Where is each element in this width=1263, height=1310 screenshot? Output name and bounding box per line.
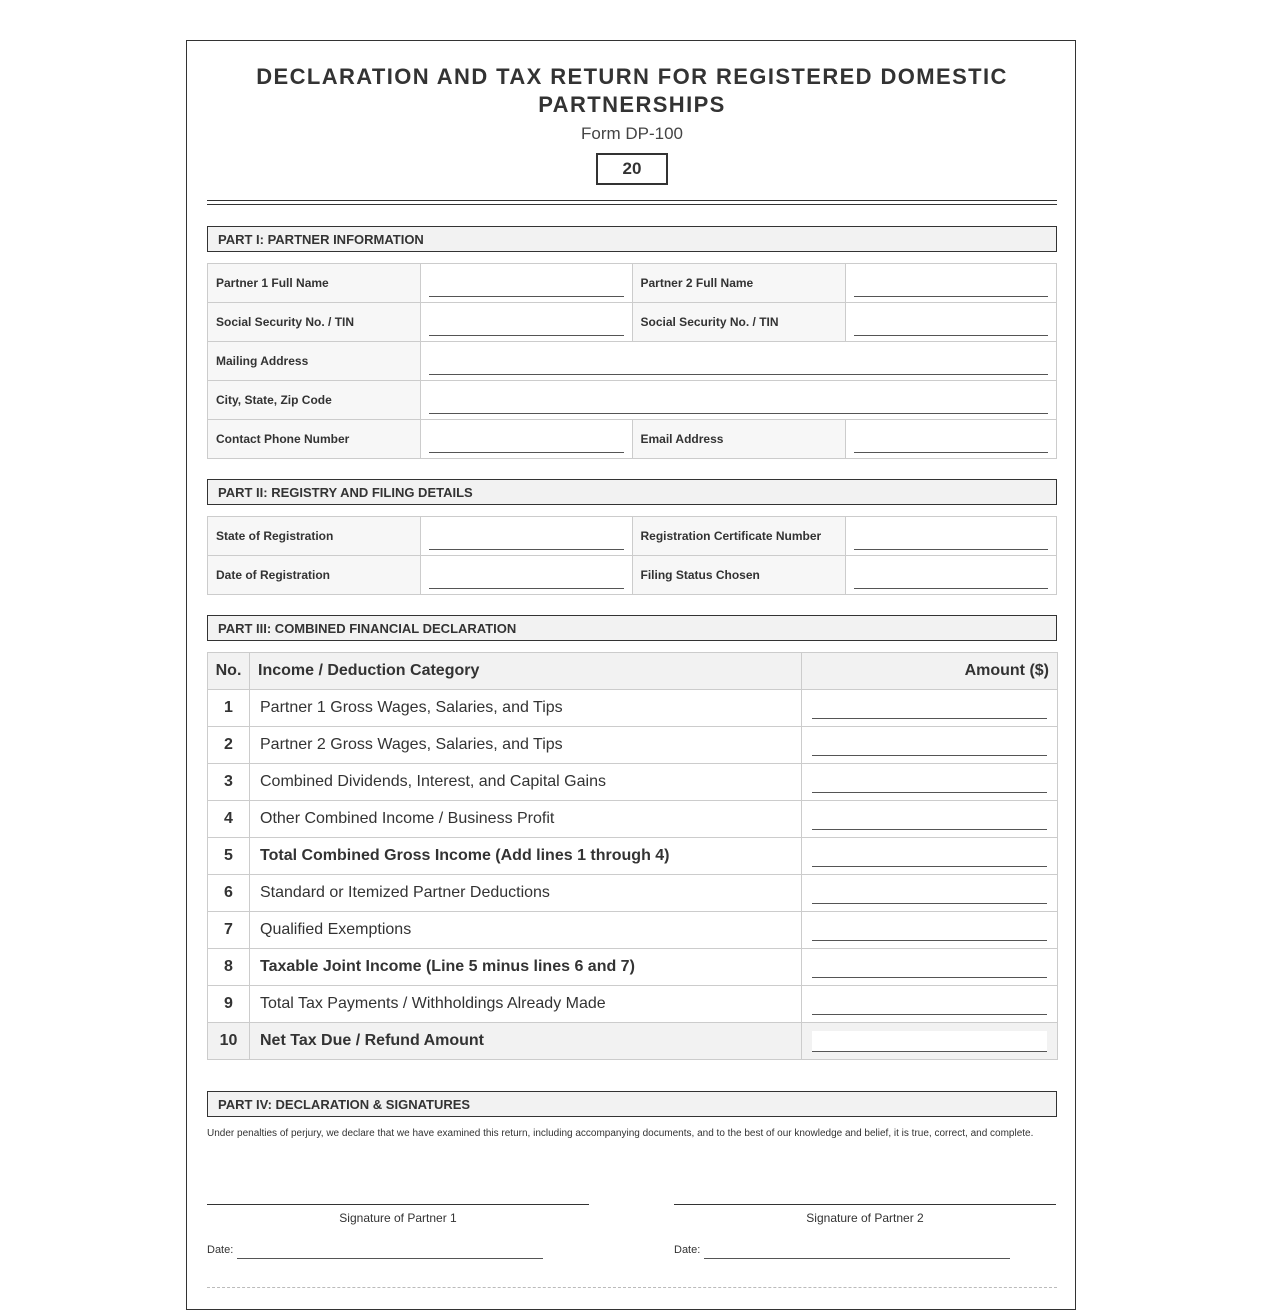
email-label: Email Address xyxy=(632,420,845,459)
form-content xyxy=(207,41,1057,1274)
amount-field[interactable] xyxy=(812,809,1047,830)
phone-label: Contact Phone Number xyxy=(208,420,421,459)
financial-row xyxy=(208,838,1058,875)
signature-row xyxy=(207,1204,1057,1274)
info-row xyxy=(208,556,1057,595)
col-amount-header: Amount ($) xyxy=(802,653,1058,690)
partner2-signature-caption: Signature of Partner 2 xyxy=(806,1211,924,1225)
part1-heading: PART I: PARTNER INFORMATION xyxy=(207,226,1057,252)
line-description: Total Combined Gross Income (Add lines 1 through 4) xyxy=(250,838,802,875)
partner2-ssn-label: Social Security No. / TIN xyxy=(632,303,845,342)
financial-row xyxy=(208,727,1058,764)
amount-cell xyxy=(802,838,1058,875)
partner2-ssn-cell xyxy=(845,303,1057,342)
line-description: Combined Dividends, Interest, and Capital Gains xyxy=(250,764,802,801)
info-row xyxy=(208,264,1057,303)
reg-date-field[interactable] xyxy=(429,574,624,589)
state-field[interactable] xyxy=(429,535,624,550)
line-number: 9 xyxy=(208,986,250,1023)
part3-heading: PART III: COMBINED FINANCIAL DECLARATION xyxy=(207,615,1057,641)
reg-date-label: Date of Registration xyxy=(208,556,421,595)
partner1-name-cell xyxy=(421,264,633,303)
info-row xyxy=(208,517,1057,556)
info-row xyxy=(208,342,1057,381)
amount-field[interactable] xyxy=(812,1031,1047,1052)
partner2-date-field[interactable] xyxy=(704,1258,1010,1259)
info-row xyxy=(208,303,1057,342)
city-state-zip-field[interactable] xyxy=(429,399,1048,414)
partner-info-table xyxy=(207,263,1057,459)
partner2-ssn-field[interactable] xyxy=(854,321,1049,336)
financial-row xyxy=(208,949,1058,986)
line-number: 2 xyxy=(208,727,250,764)
footer-divider xyxy=(207,1287,1057,1288)
financial-row xyxy=(208,875,1058,912)
info-row xyxy=(208,381,1057,420)
amount-cell xyxy=(802,1023,1058,1060)
info-row xyxy=(208,420,1057,459)
mailing-address-label: Mailing Address xyxy=(208,342,421,381)
city-state-zip-cell xyxy=(421,381,1057,420)
line-description: Qualified Exemptions xyxy=(250,912,802,949)
amount-field[interactable] xyxy=(812,957,1047,978)
amount-cell xyxy=(802,727,1058,764)
partner2-name-label: Partner 2 Full Name xyxy=(632,264,845,303)
filing-status-label: Filing Status Chosen xyxy=(632,556,845,595)
amount-field[interactable] xyxy=(812,698,1047,719)
email-field[interactable] xyxy=(854,438,1049,453)
partner2-date-row xyxy=(674,1244,1056,1256)
partner1-signature-caption: Signature of Partner 1 xyxy=(339,1211,457,1225)
financial-header-row xyxy=(208,653,1058,690)
amount-cell xyxy=(802,801,1058,838)
state-cell xyxy=(421,517,633,556)
financial-row xyxy=(208,801,1058,838)
partner1-signature-block xyxy=(207,1204,589,1225)
amount-cell xyxy=(802,949,1058,986)
line-description: Net Tax Due / Refund Amount xyxy=(250,1023,802,1060)
line-number: 6 xyxy=(208,875,250,912)
partner1-date-field[interactable] xyxy=(237,1258,543,1259)
financial-row xyxy=(208,1023,1058,1060)
financial-row xyxy=(208,764,1058,801)
col-desc-header: Income / Deduction Category xyxy=(250,653,802,690)
financial-row xyxy=(208,912,1058,949)
amount-field[interactable] xyxy=(812,994,1047,1015)
form-number: Form DP-100 xyxy=(580,124,684,143)
amount-field[interactable] xyxy=(812,735,1047,756)
phone-field[interactable] xyxy=(429,438,624,453)
partner1-ssn-cell xyxy=(421,303,633,342)
partner1-ssn-field[interactable] xyxy=(429,321,624,336)
amount-cell xyxy=(802,875,1058,912)
line-description: Total Tax Payments / Withholdings Already Made xyxy=(250,986,802,1023)
col-no-header: No. xyxy=(208,653,250,690)
year-wrapper xyxy=(207,153,1057,185)
line-number: 3 xyxy=(208,764,250,801)
amount-field[interactable] xyxy=(812,772,1047,793)
city-state-zip-label: City, State, Zip Code xyxy=(208,381,421,420)
part2-heading: PART II: REGISTRY AND FILING DETAILS xyxy=(207,479,1057,505)
line-description: Taxable Joint Income (Line 5 minus lines 6 and 7) xyxy=(250,949,802,986)
line-description: Partner 1 Gross Wages, Salaries, and Tips xyxy=(250,690,802,727)
part4-heading: PART IV: DECLARATION & SIGNATURES xyxy=(207,1091,1057,1117)
form-title: DECLARATION AND TAX RETURN FOR REGISTERED DOMESTIC PARTNERSHIPS xyxy=(256,64,1008,117)
state-label: State of Registration xyxy=(208,517,421,556)
mailing-address-field[interactable] xyxy=(429,360,1048,375)
amount-field[interactable] xyxy=(812,846,1047,867)
email-cell xyxy=(845,420,1057,459)
amount-cell xyxy=(802,912,1058,949)
partner1-ssn-label: Social Security No. / TIN xyxy=(208,303,421,342)
line-number: 10 xyxy=(208,1023,250,1060)
amount-field[interactable] xyxy=(812,883,1047,904)
partner1-date-row xyxy=(207,1244,589,1256)
financial-table xyxy=(207,652,1058,1060)
amount-field[interactable] xyxy=(812,920,1047,941)
cert-cell xyxy=(845,517,1057,556)
cert-field[interactable] xyxy=(854,535,1049,550)
line-number: 5 xyxy=(208,838,250,875)
amount-cell xyxy=(802,986,1058,1023)
cert-label: Registration Certificate Number xyxy=(632,517,845,556)
phone-cell xyxy=(421,420,633,459)
financial-row xyxy=(208,986,1058,1023)
partner2-name-field[interactable] xyxy=(854,282,1049,297)
financial-row xyxy=(208,690,1058,727)
line-number: 8 xyxy=(208,949,250,986)
partner2-signature-block xyxy=(674,1204,1056,1225)
partner2-name-cell xyxy=(845,264,1057,303)
reg-date-cell xyxy=(421,556,633,595)
registry-table xyxy=(207,516,1057,595)
perjury-statement: Under penalties of perjury, we declare that we have examined this return, including accompanying documents, and to the best of our knowledge and belief, it is true, correct, and complete. xyxy=(207,1128,1034,1139)
line-description: Other Combined Income / Business Profit xyxy=(250,801,802,838)
partner2-signature-line[interactable] xyxy=(674,1204,1056,1205)
header-divider xyxy=(207,200,1057,205)
line-description: Partner 2 Gross Wages, Salaries, and Tips xyxy=(250,727,802,764)
line-number: 7 xyxy=(208,912,250,949)
filing-status-field[interactable] xyxy=(854,574,1049,589)
partner1-name-field[interactable] xyxy=(429,282,624,297)
partner1-name-label: Partner 1 Full Name xyxy=(208,264,421,303)
partner2-date-label: Date: xyxy=(674,1244,701,1256)
partner1-date-label: Date: xyxy=(207,1244,234,1256)
filing-status-cell xyxy=(845,556,1057,595)
amount-cell xyxy=(802,764,1058,801)
line-number: 4 xyxy=(208,801,250,838)
line-number: 1 xyxy=(208,690,250,727)
partner1-signature-line[interactable] xyxy=(207,1204,589,1205)
line-description: Standard or Itemized Partner Deductions xyxy=(250,875,802,912)
amount-cell xyxy=(802,690,1058,727)
mailing-address-cell xyxy=(421,342,1057,381)
form-page xyxy=(186,40,1076,1310)
tax-year-box[interactable]: 20 xyxy=(596,153,668,185)
